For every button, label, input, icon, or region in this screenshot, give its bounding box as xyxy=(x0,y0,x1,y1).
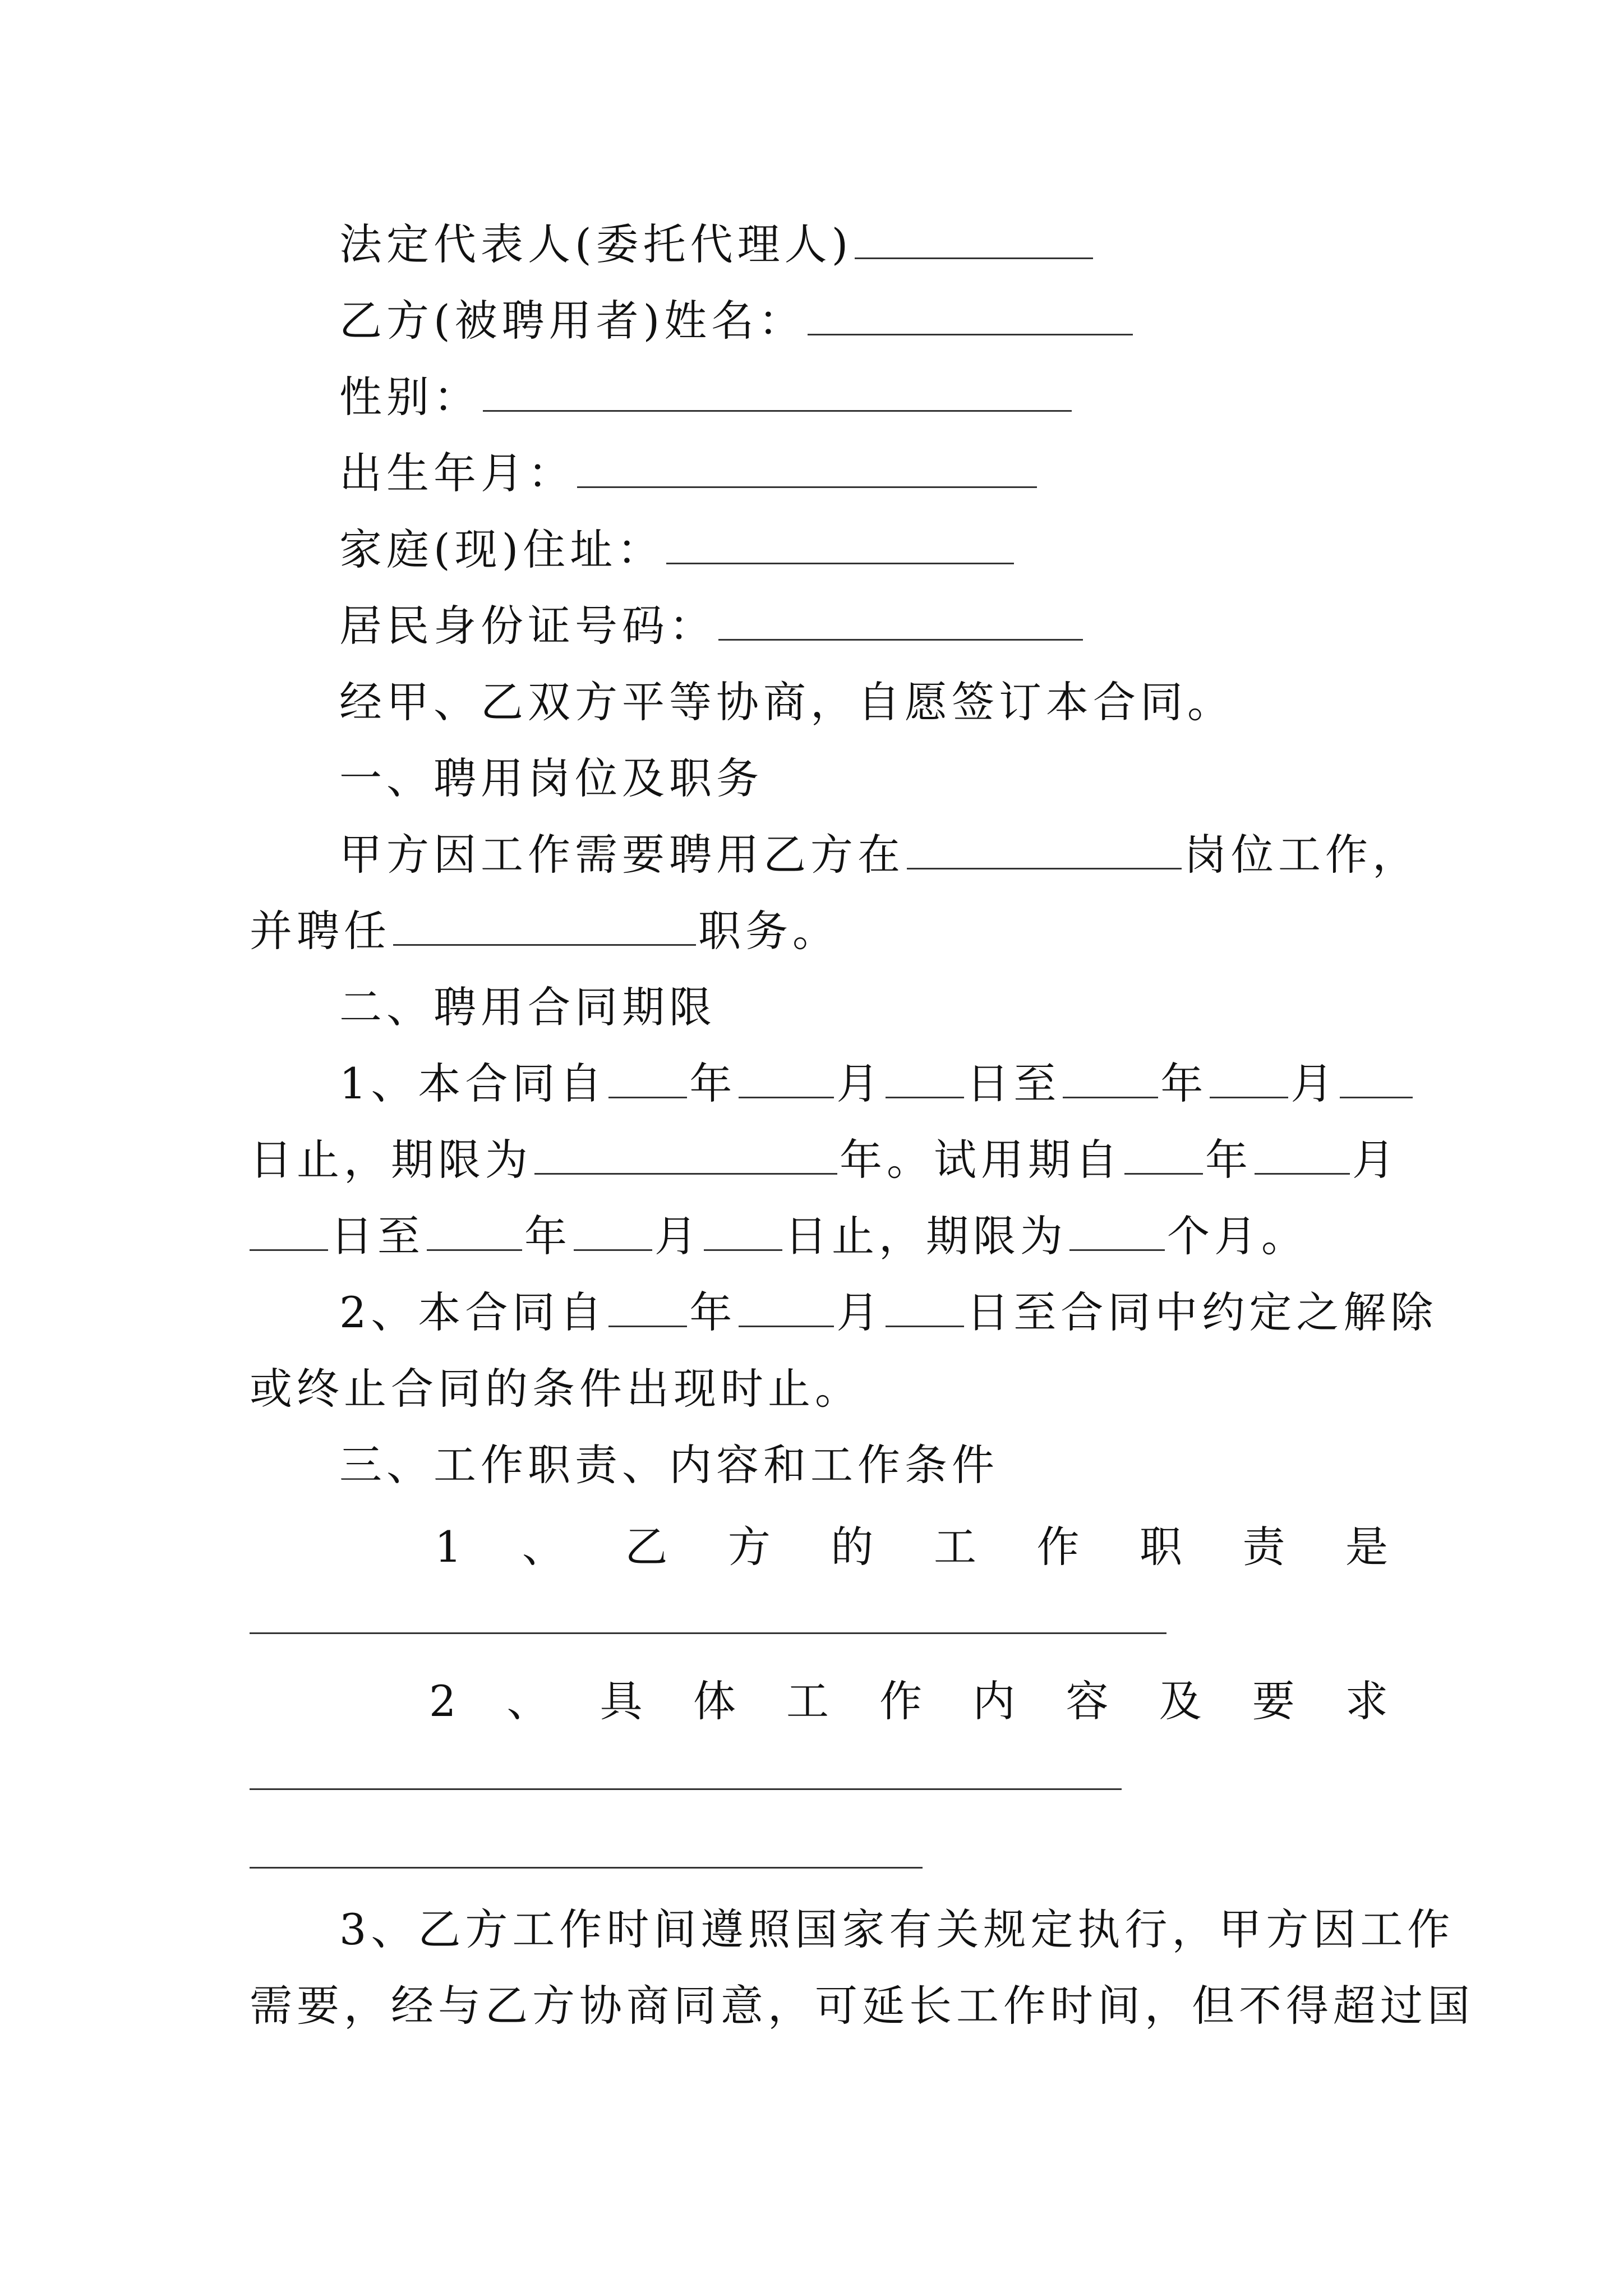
s3-item3-line2 xyxy=(250,1968,1474,2044)
section3-title xyxy=(250,1427,1388,1503)
s3-1-char: 职 xyxy=(1139,1522,1182,1572)
section2-title-text: 二、聘用合同期限 xyxy=(339,982,716,1032)
id-blank[interactable] xyxy=(718,606,1083,641)
s1-para-line1 xyxy=(250,817,1419,893)
section3-title-text: 三、工作职责、内容和工作条件 xyxy=(339,1440,999,1490)
gender-label: 性别： xyxy=(339,372,481,422)
duties-fill-line[interactable] xyxy=(250,1632,1166,1634)
s2-text-i: 或终止合同的条件出现时止。 xyxy=(250,1364,862,1414)
month-label: 月 xyxy=(1352,1135,1399,1185)
start-day-blank[interactable] xyxy=(886,1064,964,1098)
s1-text-a: 甲方因工作需要聘用乙方在 xyxy=(339,830,905,880)
section1-title xyxy=(250,740,1388,817)
start-month-blank[interactable] xyxy=(739,1064,834,1098)
address-line xyxy=(250,512,1388,588)
s1-text-b: 岗位工作， xyxy=(1184,830,1419,880)
s2-text-h: 日至合同中约定之解除 xyxy=(966,1287,1438,1337)
s1-text-d: 职务。 xyxy=(698,906,840,956)
s3-1-char: 、 xyxy=(522,1522,565,1572)
end-year-blank[interactable] xyxy=(1063,1064,1158,1098)
content-fill-line-1[interactable] xyxy=(250,1788,1122,1790)
rep-label: 法定代表人(委托代理人) xyxy=(339,219,853,269)
s2-text-g: 2、本合同自 xyxy=(339,1287,607,1337)
year-label: 年 xyxy=(1160,1059,1208,1108)
rep-line xyxy=(250,206,1388,283)
name-line xyxy=(250,283,1388,359)
s3-1-char: 1 xyxy=(435,1522,462,1572)
trial-year-blank[interactable] xyxy=(1124,1140,1203,1175)
birth-label: 出生年月： xyxy=(339,448,575,498)
agreement-line xyxy=(250,664,1388,740)
s2-line1 xyxy=(250,1046,1388,1122)
s3-2-char: 容 xyxy=(1066,1676,1109,1726)
gender-line xyxy=(250,359,1388,435)
to-label: 至 xyxy=(1013,1059,1061,1108)
trial-end-year-blank[interactable] xyxy=(427,1217,522,1251)
s3-2-char: 要 xyxy=(1252,1676,1295,1726)
s3-item3-line1 xyxy=(250,1892,1455,1968)
month-label: 月 xyxy=(836,1059,884,1108)
content-fill-line-2[interactable] xyxy=(250,1867,923,1869)
month-label: 月 xyxy=(654,1211,702,1261)
s3-1-char: 责 xyxy=(1242,1522,1285,1572)
trial-end-day-blank[interactable] xyxy=(704,1217,782,1251)
term-years-blank[interactable] xyxy=(534,1140,837,1175)
s3-3-text-b: 需要，经与乙方协商同意，可延长工作时间，但不得超过国 xyxy=(250,1981,1474,2031)
section2-title xyxy=(250,969,1388,1046)
s1-para-line2 xyxy=(250,893,1388,969)
s2-text-e: 日止，期限为 xyxy=(785,1211,1067,1261)
trial-months-blank[interactable] xyxy=(1069,1217,1165,1251)
rep-blank[interactable] xyxy=(855,225,1093,259)
s2-text-b: 日止，期限为 xyxy=(250,1135,532,1185)
start-year-blank[interactable] xyxy=(608,1064,687,1098)
trial-month-blank[interactable] xyxy=(1255,1140,1350,1175)
id-line xyxy=(250,588,1388,664)
month-label: 月 xyxy=(836,1287,884,1337)
s2-line3 xyxy=(250,1198,1388,1274)
day-label: 日 xyxy=(966,1059,1014,1108)
s2-line2 xyxy=(250,1122,1399,1198)
gender-blank[interactable] xyxy=(483,378,1072,412)
s3-2-char: 、 xyxy=(506,1676,550,1726)
s3-item1-line xyxy=(250,1509,1388,1585)
month-label: 月 xyxy=(1290,1059,1338,1108)
open-day-blank[interactable] xyxy=(886,1293,964,1327)
name-blank[interactable] xyxy=(808,301,1133,335)
agreement-text: 经甲、乙双方平等协商，自愿签订本合同。 xyxy=(339,677,1234,727)
s3-1-char: 方 xyxy=(727,1522,771,1572)
birth-blank[interactable] xyxy=(577,454,1037,488)
name-label: 乙方(被聘用者)姓名： xyxy=(339,296,806,346)
s3-2-char: 及 xyxy=(1159,1676,1202,1726)
s3-1-char: 工 xyxy=(933,1522,976,1572)
post-blank[interactable] xyxy=(907,835,1182,869)
year-label: 年 xyxy=(1205,1135,1252,1185)
s3-2-char: 求 xyxy=(1345,1676,1388,1726)
s2-text-f: 个月。 xyxy=(1167,1211,1308,1261)
s3-item2-line xyxy=(250,1663,1388,1740)
s3-3-text-a: 3、乙方工作时间遵照国家有关规定执行，甲方因工作 xyxy=(339,1904,1455,1954)
year-label: 年 xyxy=(524,1211,571,1261)
s2-text-d: 日至 xyxy=(330,1211,425,1261)
birth-line xyxy=(250,435,1388,512)
year-label: 年 xyxy=(689,1287,737,1337)
address-blank[interactable] xyxy=(666,530,1014,564)
open-year-blank[interactable] xyxy=(608,1293,687,1327)
s3-2-char: 作 xyxy=(879,1676,923,1726)
section1-title-text: 一、聘用岗位及职务 xyxy=(339,753,763,803)
s3-2-char: 2 xyxy=(429,1676,457,1726)
s3-2-char: 具 xyxy=(600,1676,643,1726)
s3-1-char: 的 xyxy=(831,1522,874,1572)
s3-2-char: 工 xyxy=(786,1676,829,1726)
end-month-blank[interactable] xyxy=(1210,1064,1288,1098)
s2-text-a: 1、本合同自 xyxy=(339,1059,607,1108)
trial-end-month-blank[interactable] xyxy=(574,1217,652,1251)
end-day-blank[interactable] xyxy=(1340,1064,1413,1098)
s3-1-char: 作 xyxy=(1036,1522,1080,1572)
s3-2-char: 体 xyxy=(693,1676,736,1726)
s2-line5 xyxy=(250,1351,1388,1427)
id-label: 居民身份证号码： xyxy=(339,601,716,651)
s2-text-c: 年。试用期自 xyxy=(840,1135,1122,1185)
trial-day-blank[interactable] xyxy=(250,1217,328,1251)
address-label: 家庭(现)住址： xyxy=(339,524,665,574)
s1-text-c: 并聘任 xyxy=(250,906,391,956)
s3-2-char: 内 xyxy=(972,1676,1016,1726)
s3-1-char: 乙 xyxy=(625,1522,668,1572)
s3-1-char: 是 xyxy=(1345,1522,1388,1572)
duty-blank[interactable] xyxy=(393,912,696,946)
s2-line4 xyxy=(250,1274,1438,1351)
open-month-blank[interactable] xyxy=(739,1293,834,1327)
year-label: 年 xyxy=(689,1059,737,1108)
